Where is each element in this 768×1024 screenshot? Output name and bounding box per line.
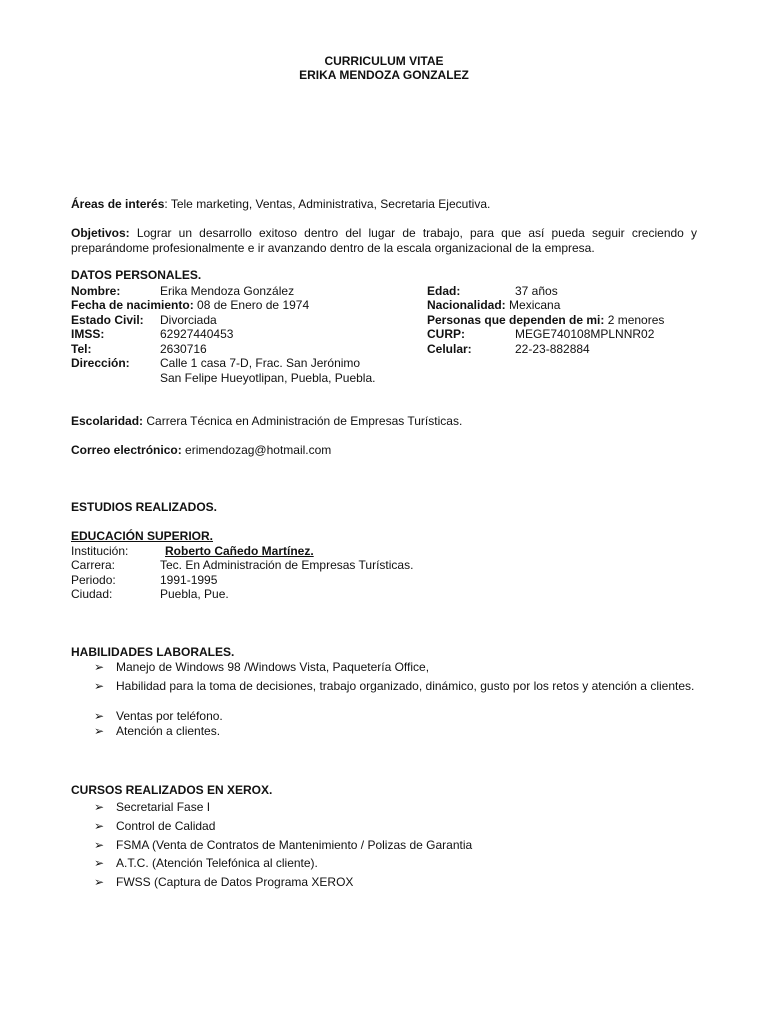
objetivos-text: Lograr un desarrollo exitoso dentro del lugar de trabajo, para que así pueda seguir creciendo y preparándome profesionalmente e ir avanzando dentro de la escala organizacional de la empresa. (71, 226, 697, 255)
carrera-value: Tec. En Administración de Empresas Turísticas. (160, 558, 414, 572)
curp-label: CURP: (427, 327, 465, 341)
personas-label: Personas que dependen de mi: (427, 313, 605, 327)
escolaridad-value: Carrera Técnica en Administración de Empresas Turísticas. (143, 414, 463, 428)
educacion-superior-heading: EDUCACIÓN SUPERIOR. (71, 529, 214, 543)
habilidad-item: Ventas por teléfono. (116, 709, 223, 723)
correo-value: erimendozag@hotmail.com (181, 443, 332, 457)
bullet-arrow-icon: ➢ (94, 819, 105, 833)
escolaridad (71, 414, 462, 429)
edad-label: Edad: (427, 284, 461, 298)
personas-dependientes (427, 313, 664, 328)
tel-value: 2630716 (160, 342, 207, 356)
carrera-label: Carrera: (71, 558, 116, 572)
nacionalidad-label: Nacionalidad: (427, 298, 506, 312)
objetivos-paragraph (71, 226, 697, 255)
fecha-label: Fecha de nacimiento: (71, 298, 194, 312)
bullet-arrow-icon: ➢ (94, 856, 105, 870)
imss-label: IMSS: (71, 327, 105, 341)
periodo-label: Periodo: (71, 573, 116, 587)
nacionalidad (427, 298, 560, 313)
bullet-arrow-icon: ➢ (94, 875, 105, 889)
bullet-arrow-icon: ➢ (94, 679, 105, 693)
bullet-arrow-icon: ➢ (94, 838, 105, 852)
escolaridad-label: Escolaridad: (71, 414, 144, 428)
habilidad-item: Manejo de Windows 98 /Windows Vista, Paquetería Office, (116, 660, 430, 674)
bullet-arrow-icon: ➢ (94, 660, 105, 674)
direccion-line1: Calle 1 casa 7-D, Frac. San Jerónimo (160, 356, 361, 370)
fecha-nacimiento (71, 298, 309, 313)
direccion-label: Dirección: (71, 356, 130, 370)
correo-label: Correo electrónico: (71, 443, 182, 457)
nombre-value: Erika Mendoza González (160, 284, 295, 298)
direccion-line2: San Felipe Hueyotlipan, Puebla, Puebla. (160, 371, 376, 385)
bullet-arrow-icon: ➢ (94, 800, 105, 814)
correo-electronico (71, 443, 331, 458)
nacionalidad-value: Mexicana (505, 298, 561, 312)
curso-item: Control de Calidad (116, 819, 216, 833)
curp-value: MEGE740108MPLNNR02 (515, 327, 655, 341)
bullet-arrow-icon: ➢ (94, 709, 105, 723)
bullet-arrow-icon: ➢ (94, 724, 105, 738)
areas-text: : Tele marketing, Ventas, Administrativa, Secretaria Ejecutiva. (164, 197, 491, 211)
cursos-heading: CURSOS REALIZADOS EN XEROX. (71, 783, 273, 797)
celular-label: Celular: (427, 342, 472, 356)
document-subtitle: ERIKA MENDOZA GONZALEZ (299, 68, 469, 82)
curso-item: Secretarial Fase I (116, 800, 211, 814)
celular-value: 22-23-882884 (515, 342, 590, 356)
curso-item: FSMA (Venta de Contratos de Mantenimiento / Polizas de Garantia (116, 838, 473, 852)
institucion-label: Institución: (71, 544, 129, 558)
habilidad-item: Habilidad para la toma de decisiones, trabajo organizado, dinámico, gusto por los retos y atención a clientes. (116, 679, 695, 693)
areas-de-interes (71, 197, 490, 212)
curso-item: FWSS (Captura de Datos Programa XEROX (116, 875, 354, 889)
tel-label: Tel: (71, 342, 92, 356)
document-title: CURRICULUM VITAE (324, 54, 444, 68)
estado-civil-value: Divorciada (160, 313, 217, 327)
ciudad-value: Puebla, Pue. (160, 587, 229, 601)
nombre-label: Nombre: (71, 284, 121, 298)
periodo-value: 1991-1995 (160, 573, 218, 587)
institucion-value: Roberto Cañedo Martínez. (165, 544, 314, 558)
edad-value: 37 años (515, 284, 558, 298)
estudios-heading: ESTUDIOS REALIZADOS. (71, 500, 218, 514)
fecha-value: 08 de Enero de 1974 (193, 298, 310, 312)
ciudad-label: Ciudad: (71, 587, 113, 601)
objetivos-label: Objetivos: (71, 226, 130, 240)
habilidad-item: Atención a clientes. (116, 724, 221, 738)
imss-value: 62927440453 (160, 327, 234, 341)
curso-item: A.T.C. (Atención Telefónica al cliente). (116, 856, 318, 870)
habilidades-heading: HABILIDADES LABORALES. (71, 645, 235, 659)
areas-label: Áreas de interés (71, 197, 165, 211)
estado-civil-label: Estado Civil: (71, 313, 144, 327)
datos-personales-heading: DATOS PERSONALES. (71, 268, 202, 282)
personas-value: 2 menores (604, 313, 665, 327)
